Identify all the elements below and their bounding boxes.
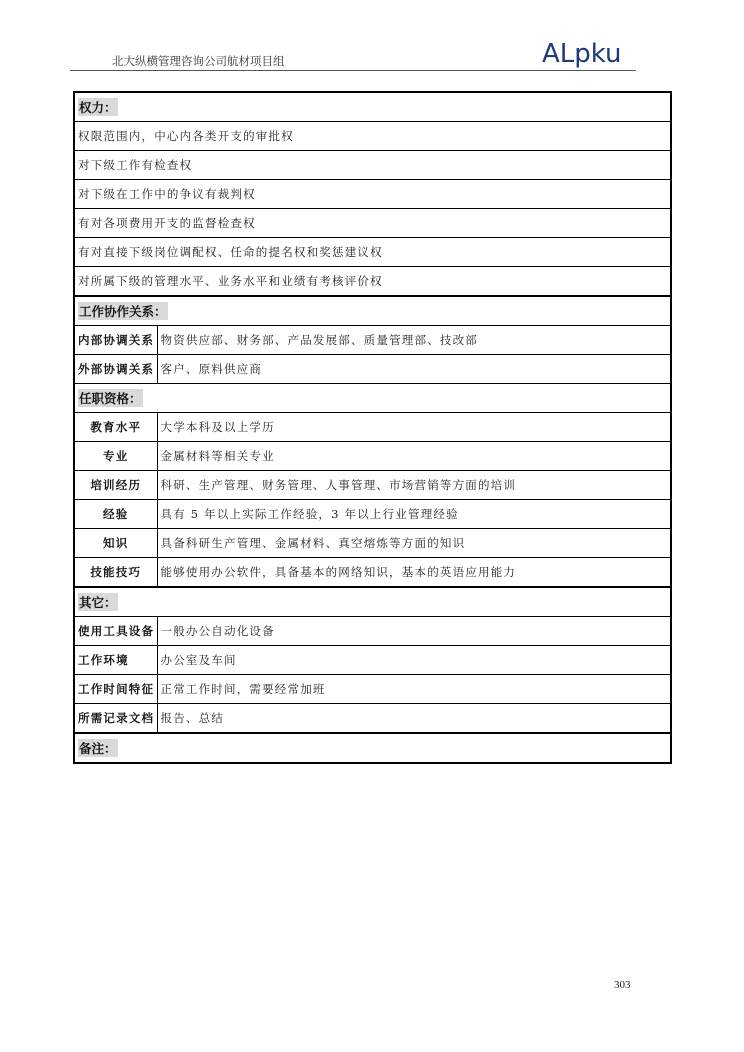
row-label: 工作环境: [74, 646, 157, 675]
section-row-collaboration: [74, 296, 671, 326]
section-row-remarks: [74, 733, 671, 763]
row-value: 一般办公自动化设备: [157, 617, 671, 646]
section-row-qualifications: [74, 384, 671, 413]
row-value: 客户、原料供应商: [157, 355, 671, 384]
row-label: 使用工具设备: [74, 617, 157, 646]
authority-item: 对所属下级的管理水平、业务水平和业绩有考核评价权: [74, 267, 671, 297]
row-label: 内部协调关系: [74, 326, 157, 355]
table-row: [74, 529, 671, 558]
table-row: [74, 355, 671, 384]
authority-item: 对下级在工作中的争议有裁判权: [74, 180, 671, 209]
row-value: 能够使用办公软件，具备基本的网络知识，基本的英语应用能力: [157, 558, 671, 588]
authority-item: 有对直接下级岗位调配权、任命的提名权和奖惩建议权: [74, 238, 671, 267]
row-label: 专业: [74, 442, 157, 471]
table-row: [74, 675, 671, 704]
row-value: 报告、总结: [157, 704, 671, 734]
table-row: [74, 704, 671, 734]
row-value: 大学本科及以上学历: [157, 413, 671, 442]
row-value: 科研、生产管理、财务管理、人事管理、市场营销等方面的培训: [157, 471, 671, 500]
page-number: 303: [614, 979, 631, 991]
row-value: 具备科研生产管理、金属材料、真空熔炼等方面的知识: [157, 529, 671, 558]
authority-item: 权限范围内，中心内各类开支的审批权: [74, 122, 671, 151]
section-title-remarks: 备注：: [79, 741, 117, 756]
row-label: 经验: [74, 500, 157, 529]
table-row: [74, 442, 671, 471]
row-value: 物资供应部、财务部、产品发展部、质量管理部、技改部: [157, 326, 671, 355]
table-row: [74, 326, 671, 355]
section-title-collaboration: 工作协作关系：: [79, 304, 167, 319]
section-row-authority: [74, 92, 671, 122]
section-title-other: 其它：: [79, 595, 117, 610]
row-label: 所需记录文档: [74, 704, 157, 734]
table-row: [74, 413, 671, 442]
table-row: [74, 500, 671, 529]
row-value: 正常工作时间，需要经常加班: [157, 675, 671, 704]
row-value: 具有 5 年以上实际工作经验，3 年以上行业管理经验: [157, 500, 671, 529]
row-label: 技能技巧: [74, 558, 157, 588]
header-title: 北大纵横管理咨询公司航材项目组: [112, 54, 285, 68]
row-label: 教育水平: [74, 413, 157, 442]
row-value: 金属材料等相关专业: [157, 442, 671, 471]
section-title-authority: 权力：: [79, 100, 117, 115]
row-label: 工作时间特征: [74, 675, 157, 704]
authority-item: 有对各项费用开支的监督检查权: [74, 209, 671, 238]
table-row: [74, 646, 671, 675]
section-title-qualifications: 任职资格：: [79, 391, 142, 406]
row-value: 办公室及车间: [157, 646, 671, 675]
row-label: 培训经历: [74, 471, 157, 500]
table-row: [74, 471, 671, 500]
company-logo: [540, 36, 636, 70]
table-row: [74, 617, 671, 646]
header-divider: [70, 70, 636, 71]
row-label: 外部协调关系: [74, 355, 157, 384]
authority-item: 对下级工作有检查权: [74, 151, 671, 180]
table-row: [74, 558, 671, 588]
row-label: 知识: [74, 529, 157, 558]
logo-text: ALpku: [542, 39, 622, 69]
section-row-other: [74, 587, 671, 617]
job-description-table: [73, 91, 672, 764]
